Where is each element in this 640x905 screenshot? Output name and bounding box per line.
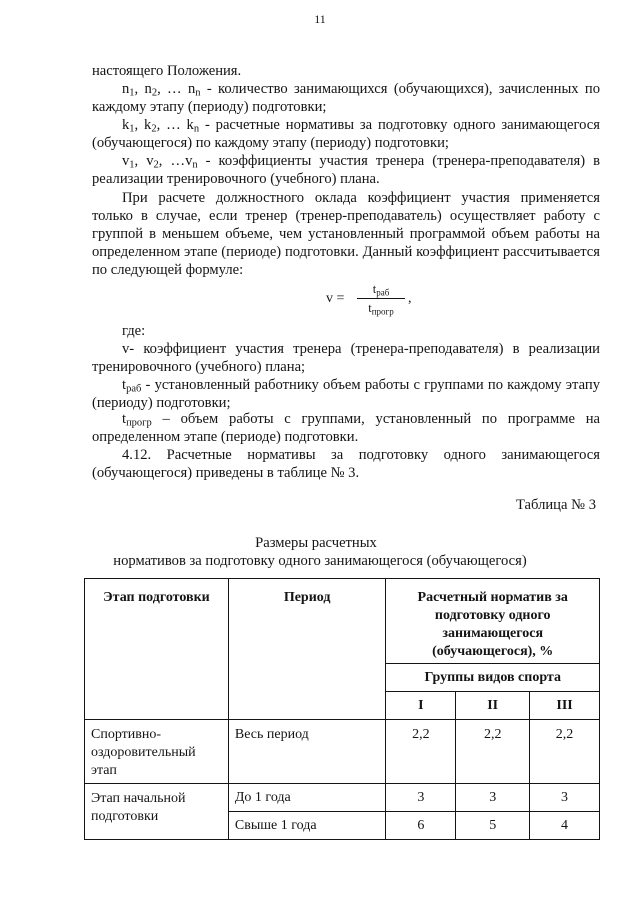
table-row — [85, 784, 600, 812]
header-group-3: III — [530, 692, 600, 720]
row-value-g1: 6 — [386, 812, 456, 840]
definition-v: $v_1$, $v_2$, $\dots v_n$ - коэффициенты участия тренера (тренера-преподавателя) в реализации тренировочного (учебного) плана. — [92, 153, 600, 187]
row-period: До 1 года — [228, 784, 386, 812]
fraction-bar — [357, 298, 405, 299]
formula-comma: , — [408, 291, 412, 306]
row-period: Весь период — [228, 720, 386, 784]
header-sport-groups: Группы видов спорта — [386, 664, 600, 692]
definition-t-progr: $t_{прогр}$ – объем работы с группами, установленный по программе на определенном этапе (периоде) подготовки. — [92, 411, 600, 445]
definition-t-rab: $t_{раб}$ - установленный работнику объем работы с группами по каждому этапу (периоду) подготовки; — [92, 377, 600, 411]
paragraph-continuation: настоящего Положения. — [92, 63, 242, 79]
row-value-g2: 5 — [456, 812, 530, 840]
row-value-g3: 4 — [530, 812, 600, 840]
definition-v-text: - коэффициенты участия тренера (тренера-преподавателя) в реализации тренировочного (учебного) плана. — [92, 153, 600, 187]
paragraph-coefficient-rule: При расчете должностного оклада коэффициент участия применяется только в случае, если тренер (тренер-преподаватель) осуществляет работу с группой в меньшем объеме, чем установленный программой объем работы на определенном этапе (периоде) подготовки. Данный коэффициент рассчитывается по следующей формуле: — [92, 190, 600, 278]
row-value-g2: 3 — [456, 784, 530, 812]
definition-n: $n_1$, $n_2$, … $n_n$ - количество занимающихся (обучающихся), зачисленных по каждому этапу (периоду) подготовки; — [92, 81, 601, 115]
symbol-v: v — [122, 153, 130, 169]
table-label: Таблица № 3 — [516, 497, 596, 513]
row-value-g3: 2,2 — [530, 720, 600, 784]
formula-denominator: $t_{прогр}$ — [368, 301, 394, 317]
header-period: Период — [228, 579, 386, 720]
row-stage: Спортивно-оздоровительный этап — [85, 720, 229, 784]
norms-table — [84, 578, 600, 840]
formula-lhs: v = — [326, 291, 345, 306]
table-caption-line2: нормативов за подготовку одного занимающегося (обучающегося) — [113, 553, 527, 569]
definition-k: $k_1$, $k_2$, … $k_n$ - расчетные нормативы за подготовку одного занимающегося (обучающегося) по каждому этапу (периоду) подготовки; — [92, 117, 600, 151]
definition-v-coefficient: v- коэффициент участия тренера (тренера-преподавателя) в реализации тренировочного (учебного) плана; — [92, 341, 600, 375]
header-group-1: I — [386, 692, 456, 720]
symbol-n: n — [122, 81, 130, 97]
row-value-g2: 2,2 — [456, 720, 530, 784]
where-label: где: — [122, 323, 146, 339]
header-stage: Этап подготовки — [85, 579, 229, 720]
header-group-2: II — [456, 692, 530, 720]
formula-numerator: $t_{раб}$ — [372, 282, 390, 298]
row-stage: Этап начальной подготовки — [85, 784, 229, 840]
formula-fraction — [357, 282, 405, 316]
row-period: Свыше 1 года — [228, 812, 386, 840]
table-row — [85, 720, 600, 784]
row-value-g3: 3 — [530, 784, 600, 812]
symbol-k: k — [122, 117, 130, 133]
definition-n-text: - количество занимающихся (обучающихся), зачисленных по каждому этапу (периоду) подготовки; — [92, 81, 601, 115]
definition-k-text: - расчетные нормативы за подготовку одного занимающегося (обучающегося) по каждому этапу (периоду) подготовки; — [92, 117, 600, 151]
header-norm: Расчетный норматив за подготовку одного занимающегося (обучающегося), % — [386, 579, 600, 664]
formula — [326, 282, 426, 322]
row-value-g1: 2,2 — [386, 720, 456, 784]
row-value-g1: 3 — [386, 784, 456, 812]
table-caption-line1: Размеры расчетных — [255, 535, 377, 551]
page-number: 11 — [314, 12, 326, 26]
paragraph-4-12: 4.12. Расчетные нормативы за подготовку одного занимающегося (обучающегося) приведены в таблице № 3. — [92, 447, 600, 481]
